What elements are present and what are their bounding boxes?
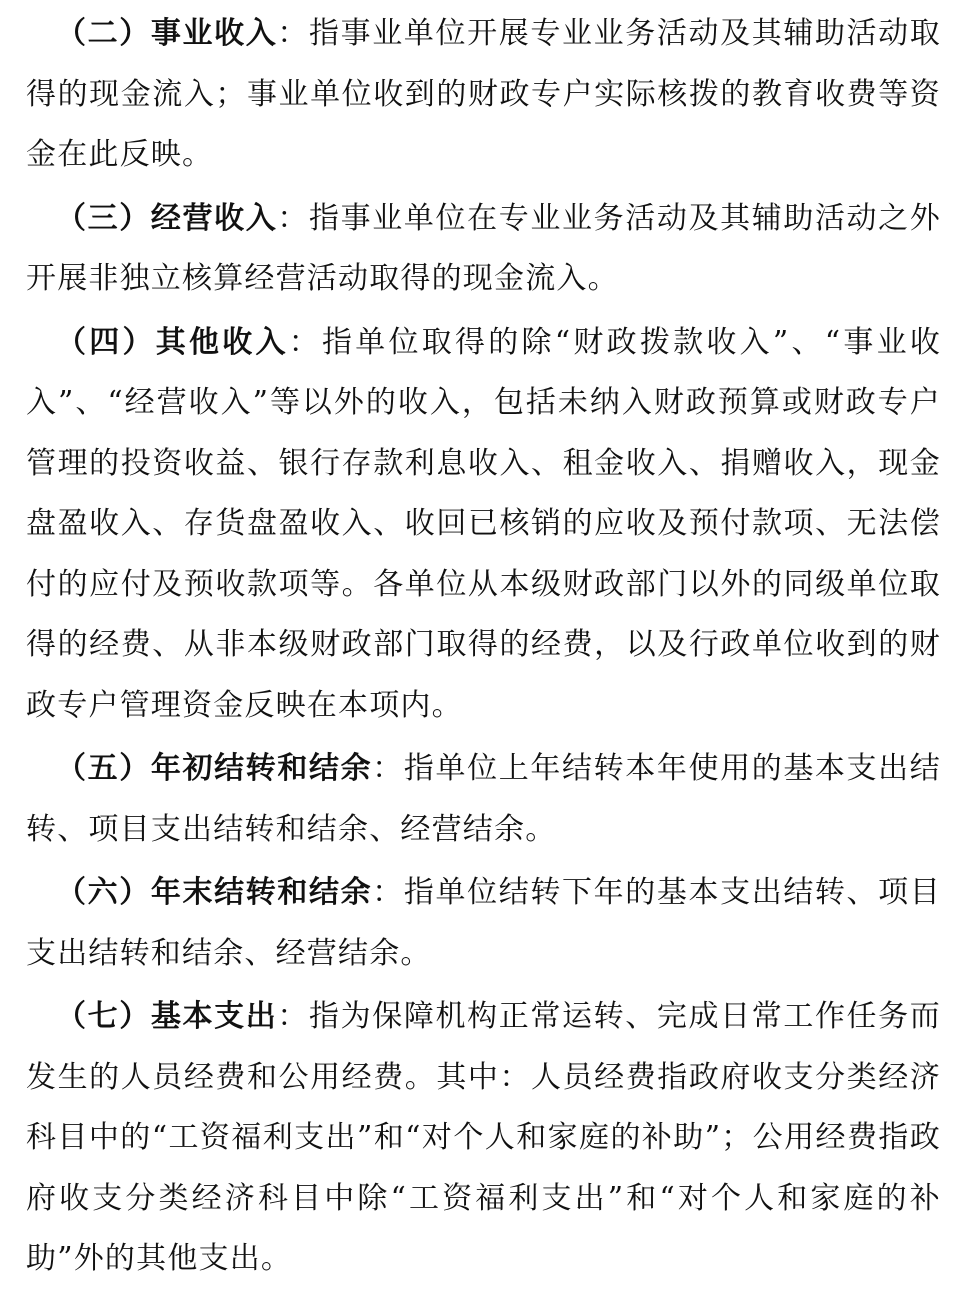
section-number: （六） — [56, 875, 151, 910]
section-number: （四） — [56, 324, 156, 360]
section-5 — [26, 739, 941, 860]
section-colon: ： — [372, 875, 404, 910]
section-number: （五） — [56, 751, 151, 786]
section-term: 经营收入 — [150, 200, 278, 236]
section-body: 指事业单位开展专业业务活动及其辅助活动取得的现金流入；事业单位收到的财政专户实际核拨的教育收费等资金在此反映。 — [26, 16, 942, 172]
section-body: 指单位取得的除“财政拨款收入”、“事业收入”、“经营收入”等以外的收入，包括未纳入财政预算或财政专户管理的投资收益、银行存款利息收入、租金收入、捐赠收入，现金盘盈收入、存货盘盈收入、收回已核销的应收及预付款项、无法偿付的应付及预收款项等。各单位从本级财政部门以外的同级单位取得的经费、从非本级财政部门取得的经费，以及行政单位收到的财政专户管理资金反映在本项内。 — [26, 324, 942, 723]
section-colon: ： — [277, 999, 309, 1034]
section-term: 年末结转和结余 — [150, 875, 373, 910]
section-number: （二） — [56, 16, 151, 51]
section-3 — [26, 189, 941, 310]
section-term: 年初结转和结余 — [150, 751, 373, 786]
section-number: （七） — [56, 999, 151, 1034]
section-body: 指单位上年结转本年使用的基本支出结转、项目支出结转和结余、经营结余。 — [26, 751, 941, 847]
section-colon: ： — [288, 324, 323, 360]
section-colon: ： — [372, 751, 404, 786]
section-term: 其他收入 — [155, 324, 289, 360]
section-2 — [26, 4, 941, 186]
section-colon: ： — [277, 16, 309, 51]
section-4 — [26, 313, 941, 737]
section-body: 指事业单位在专业业务活动及其辅助活动之外开展非独立核算经营活动取得的现金流入。 — [26, 200, 942, 296]
section-body: 指单位结转下年的基本支出结转、项目支出结转和结余、经营结余。 — [26, 875, 941, 971]
section-term: 基本支出 — [150, 999, 278, 1034]
section-body: 指为保障机构正常运转、完成日常工作任务而发生的人员经费和公用经费。其中：人员经费指政府收支分类经济科目中的“工资福利支出”和“对个人和家庭的补助”；公用经费指政府收支分类经济科目中除“工资福利支出”和“对个人和家庭的补助”外的其他支出。 — [26, 999, 942, 1276]
section-colon: ： — [277, 200, 309, 236]
section-number: （三） — [56, 200, 151, 236]
section-6 — [26, 863, 941, 984]
section-7 — [26, 987, 941, 1290]
section-term: 事业收入 — [150, 16, 278, 51]
